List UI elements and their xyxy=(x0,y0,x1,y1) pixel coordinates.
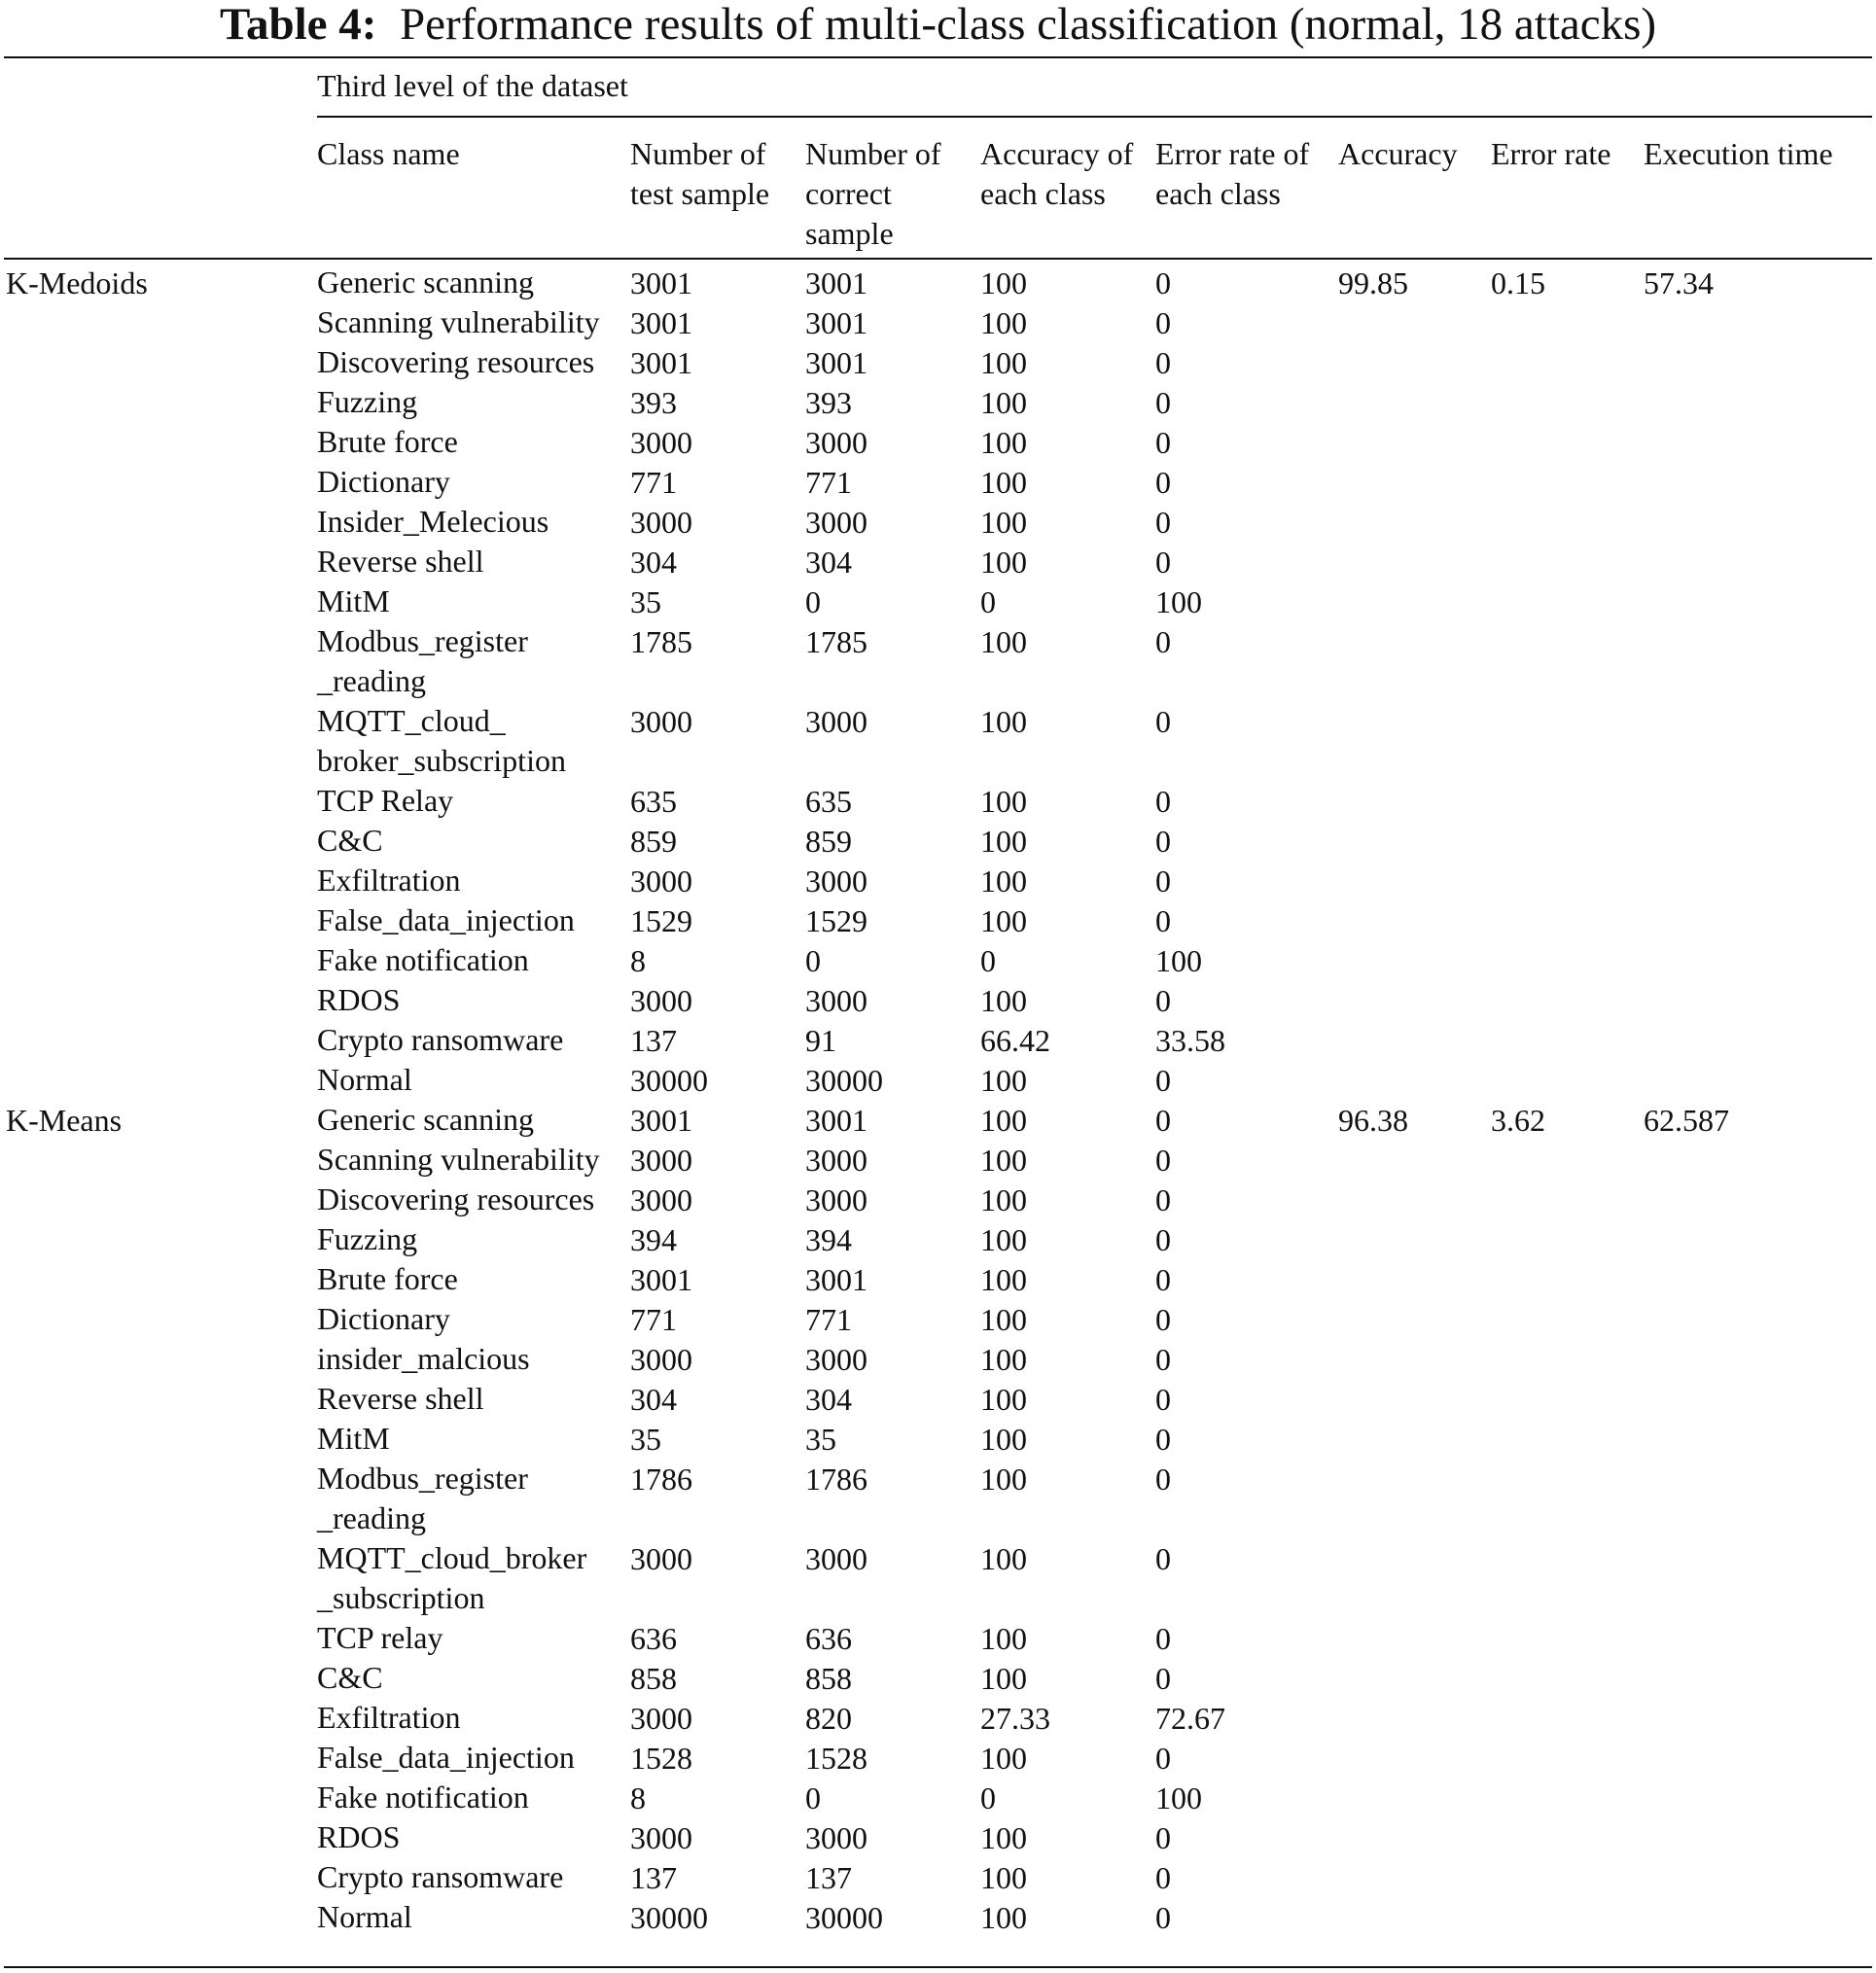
correct-sample-count: 91 xyxy=(805,1023,836,1058)
header-correct-sample: correct xyxy=(805,176,892,211)
class-name: Reverse shell xyxy=(317,1381,484,1416)
class-accuracy: 0 xyxy=(980,584,996,619)
class-accuracy: 27.33 xyxy=(980,1701,1050,1736)
class-accuracy: 100 xyxy=(980,624,1027,659)
class-name: Brute force xyxy=(317,1261,458,1296)
class-name: Exfiltration xyxy=(317,1700,461,1735)
class-accuracy: 100 xyxy=(980,1063,1027,1098)
correct-sample-count: 3001 xyxy=(805,305,867,340)
header-correct-sample: Number of xyxy=(805,136,941,171)
header-execution-time: Execution time xyxy=(1644,136,1833,171)
class-error-rate: 0 xyxy=(1155,305,1171,340)
correct-sample-count: 3001 xyxy=(805,265,867,300)
class-error-rate: 0 xyxy=(1155,345,1171,380)
header-test-sample: Number of xyxy=(630,136,766,171)
correct-sample-count: 30000 xyxy=(805,1063,883,1098)
class-error-rate: 0 xyxy=(1155,704,1171,739)
correct-sample-count: 635 xyxy=(805,784,852,819)
class-name: Generic scanning xyxy=(317,1102,535,1137)
method-name: K-Means xyxy=(6,1103,123,1138)
test-sample-count: 3001 xyxy=(630,305,692,340)
class-name: Crypto ransomware xyxy=(317,1859,564,1894)
class-accuracy: 100 xyxy=(980,1462,1027,1497)
test-sample-count: 3001 xyxy=(630,1103,692,1138)
test-sample-count: 3001 xyxy=(630,345,692,380)
caption-text: Performance results of multi-class classification (normal, 18 attacks) xyxy=(399,0,1657,50)
test-sample-count: 137 xyxy=(630,1023,677,1058)
header-accuracy-each-class: Accuracy of xyxy=(980,136,1134,171)
top-rule xyxy=(4,56,1872,58)
test-sample-count: 30000 xyxy=(630,1063,708,1098)
correct-sample-count: 636 xyxy=(805,1621,852,1656)
class-accuracy: 0 xyxy=(980,1780,996,1815)
overall-error-rate: 0.15 xyxy=(1491,265,1545,300)
class-accuracy: 100 xyxy=(980,1182,1027,1217)
class-error-rate: 0 xyxy=(1155,1462,1171,1497)
span-header: Third level of the dataset xyxy=(317,68,628,103)
class-error-rate: 0 xyxy=(1155,1900,1171,1935)
table-caption xyxy=(0,0,1876,49)
span-rule xyxy=(317,116,1872,118)
class-error-rate: 0 xyxy=(1155,1302,1171,1337)
bottom-rule xyxy=(4,1966,1872,1968)
class-accuracy: 100 xyxy=(980,545,1027,580)
class-accuracy: 100 xyxy=(980,1900,1027,1935)
header-correct-sample: sample xyxy=(805,216,894,251)
class-name: TCP Relay xyxy=(317,783,454,818)
class-name: Scanning vulnerability xyxy=(317,1142,600,1177)
test-sample-count: 8 xyxy=(630,943,646,978)
class-accuracy: 0 xyxy=(980,943,996,978)
class-error-rate: 0 xyxy=(1155,465,1171,500)
class-accuracy: 100 xyxy=(980,1860,1027,1895)
class-accuracy: 100 xyxy=(980,505,1027,540)
class-accuracy: 100 xyxy=(980,1262,1027,1297)
caption-label: Table 4: xyxy=(219,0,377,50)
correct-sample-count: 3000 xyxy=(805,1342,867,1377)
test-sample-count: 3000 xyxy=(630,425,692,460)
test-sample-count: 3000 xyxy=(630,1541,692,1576)
class-error-rate: 0 xyxy=(1155,385,1171,420)
class-error-rate: 0 xyxy=(1155,1382,1171,1417)
class-error-rate: 0 xyxy=(1155,505,1171,540)
test-sample-count: 35 xyxy=(630,584,661,619)
class-name: False_data_injection xyxy=(317,902,575,937)
class-error-rate: 0 xyxy=(1155,265,1171,300)
class-name: Fake notification xyxy=(317,942,529,977)
test-sample-count: 1786 xyxy=(630,1462,692,1497)
correct-sample-count: 0 xyxy=(805,1780,821,1815)
correct-sample-count: 30000 xyxy=(805,1900,883,1935)
class-accuracy: 100 xyxy=(980,784,1027,819)
test-sample-count: 636 xyxy=(630,1621,677,1656)
execution-time: 57.34 xyxy=(1644,265,1714,300)
correct-sample-count: 3001 xyxy=(805,1262,867,1297)
class-error-rate: 0 xyxy=(1155,1741,1171,1776)
test-sample-count: 8 xyxy=(630,1780,646,1815)
correct-sample-count: 3000 xyxy=(805,1541,867,1576)
correct-sample-count: 3000 xyxy=(805,983,867,1018)
correct-sample-count: 3000 xyxy=(805,425,867,460)
class-accuracy: 100 xyxy=(980,345,1027,380)
correct-sample-count: 3000 xyxy=(805,704,867,739)
class-error-rate: 0 xyxy=(1155,903,1171,938)
test-sample-count: 3000 xyxy=(630,1701,692,1736)
test-sample-count: 3000 xyxy=(630,1143,692,1178)
test-sample-count: 1528 xyxy=(630,1741,692,1776)
test-sample-count: 3000 xyxy=(630,704,692,739)
test-sample-count: 771 xyxy=(630,465,677,500)
class-name: Modbus_register xyxy=(317,1461,528,1496)
test-sample-count: 304 xyxy=(630,545,677,580)
class-name: Exfiltration xyxy=(317,863,461,898)
class-error-rate: 100 xyxy=(1155,943,1202,978)
class-name: Dictionary xyxy=(317,1301,450,1336)
test-sample-count: 137 xyxy=(630,1860,677,1895)
correct-sample-count: 0 xyxy=(805,584,821,619)
correct-sample-count: 394 xyxy=(805,1222,852,1257)
class-name: Brute force xyxy=(317,424,458,459)
class-error-rate: 0 xyxy=(1155,1422,1171,1457)
class-error-rate: 0 xyxy=(1155,983,1171,1018)
correct-sample-count: 859 xyxy=(805,824,852,859)
correct-sample-count: 1528 xyxy=(805,1741,867,1776)
class-error-rate: 0 xyxy=(1155,1262,1171,1297)
class-name: broker_subscription xyxy=(317,743,566,778)
class-accuracy: 100 xyxy=(980,1103,1027,1138)
class-name: Generic scanning xyxy=(317,264,535,299)
class-name: MitM xyxy=(317,583,390,618)
execution-time: 62.587 xyxy=(1644,1103,1729,1138)
class-name: Normal xyxy=(317,1062,412,1097)
class-error-rate: 0 xyxy=(1155,863,1171,898)
class-accuracy: 100 xyxy=(980,1302,1027,1337)
header-test-sample: test sample xyxy=(630,176,770,211)
test-sample-count: 3000 xyxy=(630,1342,692,1377)
class-accuracy: 100 xyxy=(980,1222,1027,1257)
class-accuracy: 100 xyxy=(980,1661,1027,1696)
class-error-rate: 0 xyxy=(1155,1143,1171,1178)
class-accuracy: 100 xyxy=(980,465,1027,500)
test-sample-count: 858 xyxy=(630,1661,677,1696)
class-accuracy: 100 xyxy=(980,425,1027,460)
correct-sample-count: 3000 xyxy=(805,505,867,540)
class-accuracy: 100 xyxy=(980,1621,1027,1656)
class-name: C&C xyxy=(317,1660,383,1695)
class-error-rate: 0 xyxy=(1155,1103,1171,1138)
class-error-rate: 0 xyxy=(1155,624,1171,659)
class-accuracy: 100 xyxy=(980,305,1027,340)
test-sample-count: 30000 xyxy=(630,1900,708,1935)
test-sample-count: 394 xyxy=(630,1222,677,1257)
class-name: Fuzzing xyxy=(317,1221,418,1256)
correct-sample-count: 393 xyxy=(805,385,852,420)
header-accuracy-each-class: each class xyxy=(980,176,1106,211)
header-rule xyxy=(4,258,1872,260)
class-name: Dictionary xyxy=(317,464,450,499)
test-sample-count: 1529 xyxy=(630,903,692,938)
overall-accuracy: 99.85 xyxy=(1338,265,1408,300)
header-error-each-class: each class xyxy=(1155,176,1281,211)
correct-sample-count: 304 xyxy=(805,545,852,580)
correct-sample-count: 1786 xyxy=(805,1462,867,1497)
class-name: MQTT_cloud_broker xyxy=(317,1540,587,1575)
correct-sample-count: 858 xyxy=(805,1661,852,1696)
correct-sample-count: 3000 xyxy=(805,1820,867,1855)
class-name: _subscription xyxy=(317,1580,485,1615)
overall-error-rate: 3.62 xyxy=(1491,1103,1545,1138)
test-sample-count: 3001 xyxy=(630,265,692,300)
class-name: insider_malcious xyxy=(317,1341,530,1376)
correct-sample-count: 771 xyxy=(805,1302,852,1337)
class-accuracy: 100 xyxy=(980,1143,1027,1178)
correct-sample-count: 3001 xyxy=(805,345,867,380)
test-sample-count: 3000 xyxy=(630,1820,692,1855)
class-name: RDOS xyxy=(317,982,401,1017)
method-name: K-Medoids xyxy=(6,265,148,300)
class-name: Insider_Melecious xyxy=(317,504,549,539)
test-sample-count: 393 xyxy=(630,385,677,420)
test-sample-count: 304 xyxy=(630,1382,677,1417)
class-accuracy: 100 xyxy=(980,1382,1027,1417)
class-name: Reverse shell xyxy=(317,544,484,579)
class-name: MQTT_cloud_ xyxy=(317,703,506,738)
class-accuracy: 100 xyxy=(980,983,1027,1018)
class-name: C&C xyxy=(317,823,383,858)
test-sample-count: 3000 xyxy=(630,505,692,540)
class-error-rate: 0 xyxy=(1155,1860,1171,1895)
class-name: Fuzzing xyxy=(317,384,418,419)
class-accuracy: 100 xyxy=(980,1741,1027,1776)
class-error-rate: 0 xyxy=(1155,1621,1171,1656)
class-error-rate: 100 xyxy=(1155,584,1202,619)
class-error-rate: 0 xyxy=(1155,1820,1171,1855)
test-sample-count: 3000 xyxy=(630,863,692,898)
class-error-rate: 0 xyxy=(1155,824,1171,859)
header-error-each-class: Error rate of xyxy=(1155,136,1310,171)
class-accuracy: 100 xyxy=(980,1342,1027,1377)
class-error-rate: 33.58 xyxy=(1155,1023,1225,1058)
correct-sample-count: 3000 xyxy=(805,1182,867,1217)
class-accuracy: 100 xyxy=(980,1541,1027,1576)
correct-sample-count: 1529 xyxy=(805,903,867,938)
class-error-rate: 72.67 xyxy=(1155,1701,1225,1736)
class-accuracy: 100 xyxy=(980,1422,1027,1457)
header-class-name: Class name xyxy=(317,136,460,171)
overall-accuracy: 96.38 xyxy=(1338,1103,1408,1138)
correct-sample-count: 304 xyxy=(805,1382,852,1417)
correct-sample-count: 820 xyxy=(805,1701,852,1736)
header-accuracy: Accuracy xyxy=(1338,136,1458,171)
class-name: False_data_injection xyxy=(317,1740,575,1775)
class-name: Discovering resources xyxy=(317,344,595,379)
correct-sample-count: 3000 xyxy=(805,863,867,898)
test-sample-count: 771 xyxy=(630,1302,677,1337)
class-error-rate: 0 xyxy=(1155,1182,1171,1217)
class-accuracy: 100 xyxy=(980,903,1027,938)
class-name: Discovering resources xyxy=(317,1181,595,1216)
class-error-rate: 0 xyxy=(1155,1342,1171,1377)
class-accuracy: 100 xyxy=(980,265,1027,300)
test-sample-count: 3000 xyxy=(630,983,692,1018)
class-name: TCP relay xyxy=(317,1620,443,1655)
class-name: Crypto ransomware xyxy=(317,1022,564,1057)
correct-sample-count: 35 xyxy=(805,1422,836,1457)
class-accuracy: 100 xyxy=(980,385,1027,420)
class-accuracy: 100 xyxy=(980,863,1027,898)
test-sample-count: 1785 xyxy=(630,624,692,659)
class-accuracy: 100 xyxy=(980,824,1027,859)
class-error-rate: 0 xyxy=(1155,1661,1171,1696)
correct-sample-count: 1785 xyxy=(805,624,867,659)
correct-sample-count: 0 xyxy=(805,943,821,978)
class-accuracy: 66.42 xyxy=(980,1023,1050,1058)
class-name: _reading xyxy=(317,1500,426,1535)
class-error-rate: 0 xyxy=(1155,784,1171,819)
class-error-rate: 0 xyxy=(1155,1541,1171,1576)
class-name: Fake notification xyxy=(317,1779,529,1814)
class-accuracy: 100 xyxy=(980,1820,1027,1855)
correct-sample-count: 3001 xyxy=(805,1103,867,1138)
correct-sample-count: 137 xyxy=(805,1860,852,1895)
class-error-rate: 0 xyxy=(1155,425,1171,460)
class-error-rate: 0 xyxy=(1155,545,1171,580)
test-sample-count: 635 xyxy=(630,784,677,819)
correct-sample-count: 771 xyxy=(805,465,852,500)
class-error-rate: 100 xyxy=(1155,1780,1202,1815)
test-sample-count: 3000 xyxy=(630,1182,692,1217)
class-name: MitM xyxy=(317,1421,390,1456)
class-accuracy: 100 xyxy=(980,704,1027,739)
class-name: Modbus_register xyxy=(317,623,528,658)
class-name: Scanning vulnerability xyxy=(317,304,600,339)
correct-sample-count: 3000 xyxy=(805,1143,867,1178)
test-sample-count: 859 xyxy=(630,824,677,859)
test-sample-count: 35 xyxy=(630,1422,661,1457)
class-name: Normal xyxy=(317,1899,412,1934)
class-name: _reading xyxy=(317,663,426,698)
class-error-rate: 0 xyxy=(1155,1063,1171,1098)
header-error-rate: Error rate xyxy=(1491,136,1611,171)
class-error-rate: 0 xyxy=(1155,1222,1171,1257)
class-name: RDOS xyxy=(317,1819,401,1854)
test-sample-count: 3001 xyxy=(630,1262,692,1297)
